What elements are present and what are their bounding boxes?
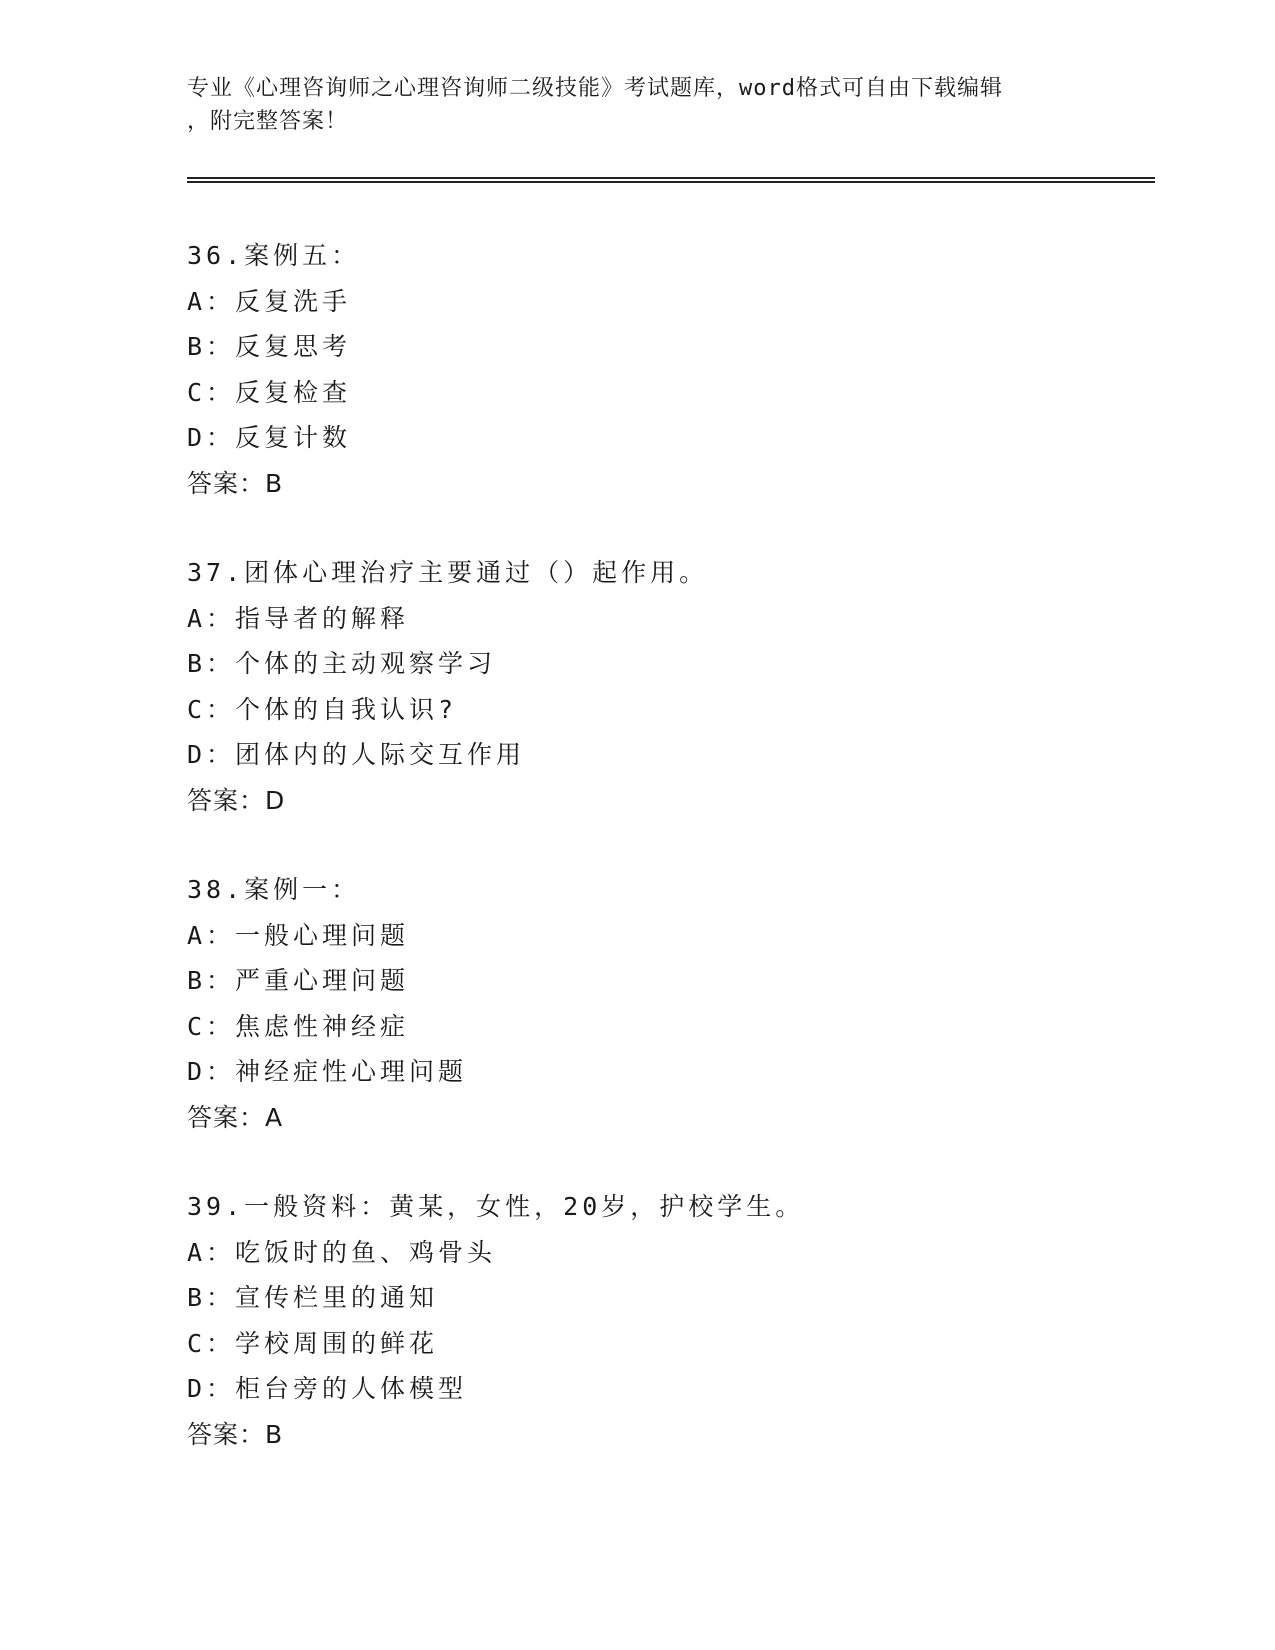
question-list [187,233,1147,1501]
option-a: A：一般心理问题 [187,920,410,950]
question-39 [187,1184,1147,1457]
option-d: D：神经症性心理问题 [187,1057,468,1086]
question-stem: 38.案例一： [187,875,361,904]
question-37 [187,550,1147,823]
option-c: C：个体的自我认识? [187,694,458,724]
answer: 答案：D [187,785,286,815]
option-c: C：反复检查 [187,377,352,407]
document-header [187,72,1087,138]
question-38 [187,867,1147,1140]
header-divider-bottom [187,181,1155,183]
answer: 答案：A [187,1102,284,1132]
option-b: B：个体的主动观察学习 [187,649,497,678]
option-a: A：吃饭时的鱼、鸡骨头 [187,1237,497,1267]
option-d: D：反复计数 [187,423,352,452]
header-line-1: 专业《心理咨询师之心理咨询师二级技能》考试题库，word格式可自由下载编辑 [187,76,1003,101]
header-divider-top [187,177,1155,179]
option-c: C：焦虑性神经症 [187,1011,410,1041]
option-b: B：宣传栏里的通知 [187,1283,439,1312]
option-d: D：团体内的人际交互作用 [187,740,526,769]
question-stem: 36.案例五： [187,241,361,270]
question-stem: 39.一般资料：黄某，女性，20岁，护校学生。 [187,1192,805,1221]
option-b: B：反复思考 [187,332,352,361]
option-d: D：柜台旁的人体模型 [187,1374,468,1403]
option-a: A：反复洗手 [187,286,352,316]
option-c: C：学校周围的鲜花 [187,1328,439,1358]
option-a: A：指导者的解释 [187,603,410,633]
answer: 答案：B [187,468,284,498]
header-line-2: ，附完整答案！ [187,109,349,134]
question-stem: 37.团体心理治疗主要通过（）起作用。 [187,558,709,587]
question-36 [187,233,1147,506]
answer: 答案：B [187,1419,284,1449]
option-b: B：严重心理问题 [187,966,410,995]
